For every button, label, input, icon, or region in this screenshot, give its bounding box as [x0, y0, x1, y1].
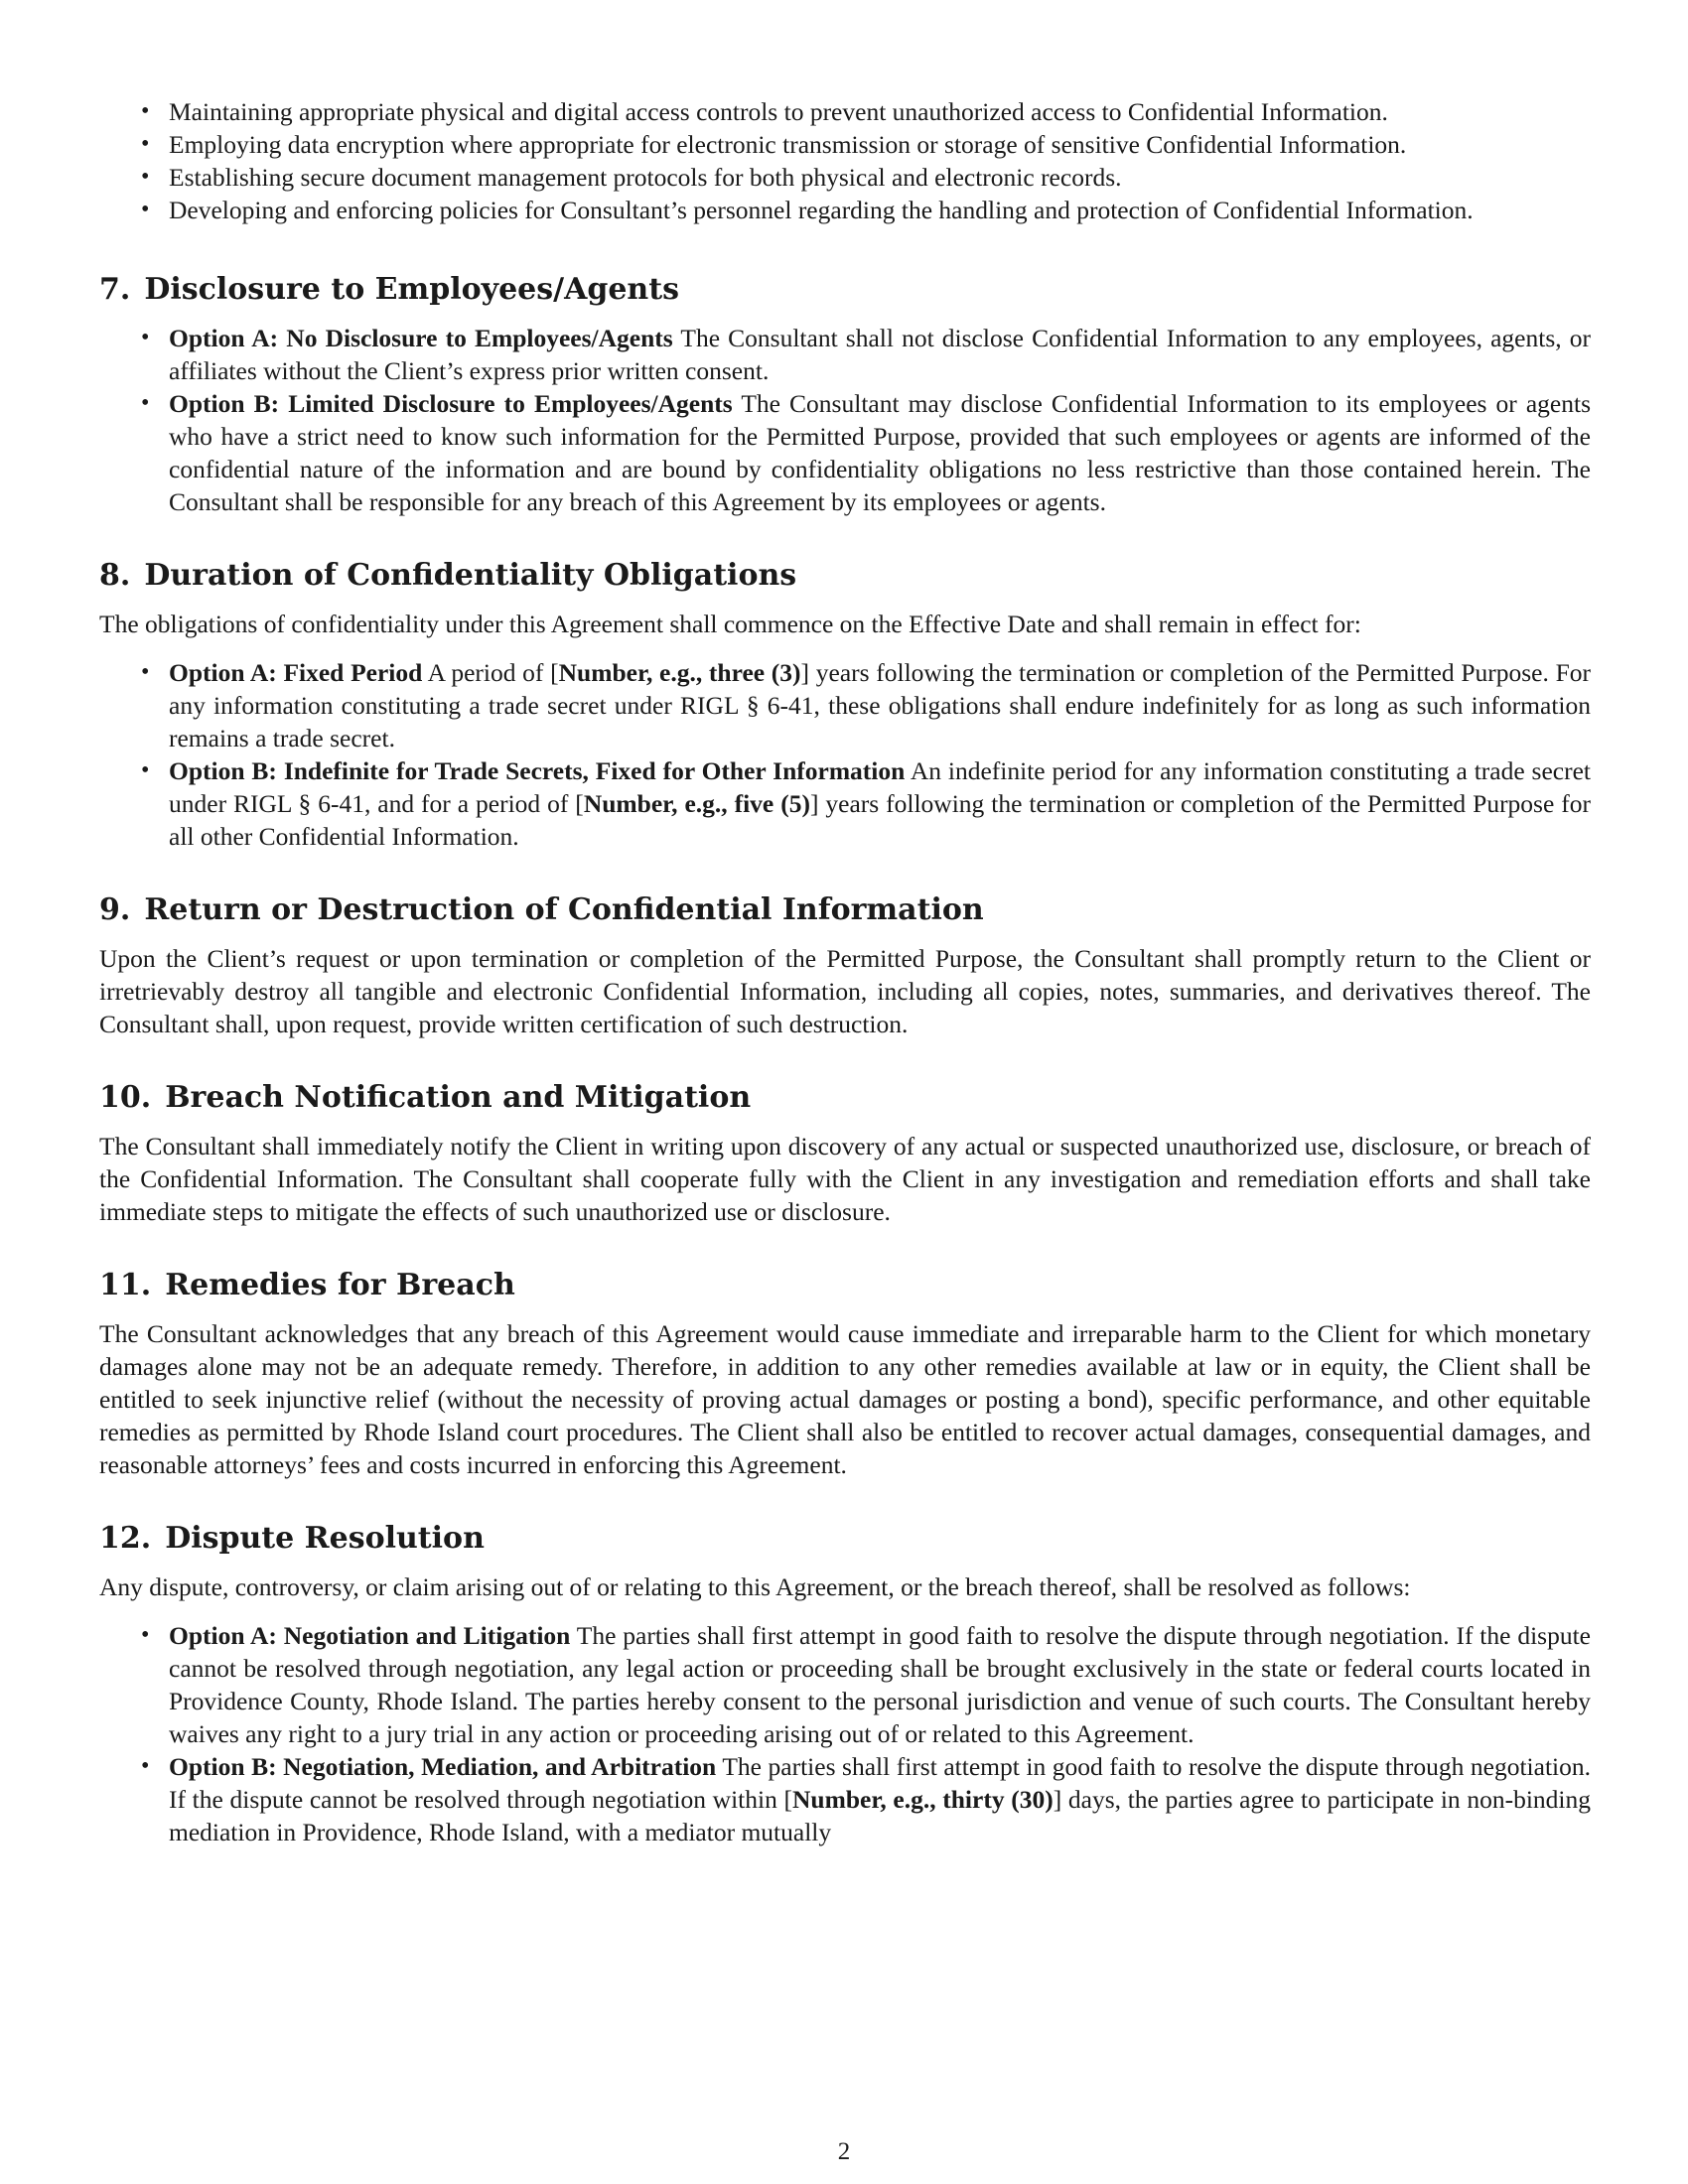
document-page — [99, 95, 1591, 1848]
option-text: The Consultant may disclose Confidential Information to its employees or agents who have a strict need to know such information for the Permitted Purpose, provided that such employees or agents are informed of the confidential nature of the information and are bound by confidentiality obligations no less restrictive than those contained herein. The Consultant shall be responsible for any breach of this Agreement by its employees or agents. — [169, 389, 1591, 516]
section-title: Disclosure to Employees/Agents — [144, 272, 679, 307]
section-body: Upon the Client’s request or upon termination or completion of the Permitted Purpose, the Consultant shall promptly return to the Client or irretrievably destroy all tangible and electronic Confidential Information, including all copies, notes, summaries, and derivatives thereof. The Consultant shall, upon request, provide written certification of such destruction. — [99, 944, 1591, 1038]
section-number: 8. — [99, 558, 131, 593]
list-item: • Developing and enforcing policies for Consultant’s personnel regarding the handling and protection of Confidential Information. — [169, 194, 1591, 226]
option-list — [99, 322, 1591, 518]
option-list — [99, 1619, 1591, 1848]
placeholder-field: Number, e.g., three (3) — [558, 658, 801, 687]
option-text: ] years following the termination or completion of the Permitted Purpose. For any information constituting a trade secret under RIGL § 6-41, these obligations shall endure indefinitely for as long as such information remains a trade secret. — [169, 658, 1591, 752]
section-body: The Consultant acknowledges that any breach of this Agreement would cause immediate and irreparable harm to the Client for which monetary damages alone may not be an adequate remedy. Therefore, in addition to any other remedies available at law or in equity, the Client shall be entitled to seek injunctive relief (without the necessity of proving actual damages or posting a bond), specific performance, and other equitable remedies as permitted by Rhode Island court procedures. The Client shall also be entitled to recover actual damages, consequential damages, and reasonable attorneys’ fees and costs incurred in enforcing this Agreement. — [99, 1319, 1591, 1479]
option-label: Option A: No Disclosure to Employees/Agents — [169, 324, 673, 352]
option-text: The Consultant shall not disclose Confidential Information to any employees, agents, or affiliates without the Client’s express prior written consent. — [169, 324, 1591, 385]
section-heading — [99, 1268, 1591, 1303]
section-10 — [99, 1080, 1591, 1228]
section-number: 9. — [99, 892, 131, 927]
section-heading — [99, 272, 1591, 308]
option-text: ] days, the parties agree to participate in non-binding mediation in Providence, Rhode Island, with a mediator mutually — [169, 1785, 1591, 1846]
section-7 — [99, 272, 1591, 518]
section-9 — [99, 892, 1591, 1040]
option-a-item — [169, 1619, 1591, 1750]
option-text: The parties shall first attempt in good faith to resolve the dispute through negotiation. If the dispute cannot be resolved through negotiation, any legal action or proceeding shall be brought exclusively in the state or federal courts located in Providence County, Rhode Island. The parties hereby consent to the personal jurisdiction and venue of such courts. The Consultant hereby waives any right to a jury trial in any action or proceeding arising out of or related to this Agreement. — [169, 1621, 1591, 1748]
option-list — [99, 656, 1591, 853]
section-body: The Consultant shall immediately notify the Client in writing upon discovery of any actual or suspected unauthorized use, disclosure, or breach of the Confidential Information. The Consultant shall cooperate fully with the Client in any investigation and remediation efforts and shall take immediate steps to mitigate the effects of such unauthorized use or disclosure. — [99, 1132, 1591, 1226]
option-label: Option B: Indefinite for Trade Secrets, Fixed for Other Information — [169, 756, 906, 785]
section-intro: The obligations of confidentiality under this Agreement shall commence on the Effective Date and shall remain in effect for: — [99, 610, 1361, 638]
option-text: ] years following the termination or completion of the Permitted Purpose for all other Confidential Information. — [169, 789, 1591, 851]
section-number: 7. — [99, 272, 131, 307]
section-title: Remedies for Breach — [165, 1268, 515, 1302]
list-item: • Establishing secure document management protocols for both physical and electronic records. — [169, 161, 1591, 194]
section-title: Dispute Resolution — [165, 1521, 485, 1556]
option-text: An indefinite period for any information constituting a trade secret under RIGL § 6-41, and for a period of [ — [169, 756, 1592, 818]
section-number: 11. — [99, 1268, 152, 1302]
section-11 — [99, 1268, 1591, 1481]
section-title: Duration of Confidentiality Obligations — [144, 558, 797, 593]
page-number: 2 — [837, 2138, 851, 2165]
option-a-item — [169, 322, 1591, 387]
option-label: Option B: Limited Disclosure to Employees/Agents — [169, 389, 733, 418]
section-number: 12. — [99, 1521, 152, 1556]
option-label: Option A: Fixed Period — [169, 658, 423, 687]
list-item: • Employing data encryption where appropriate for electronic transmission or storage of sensitive Confidential Information. — [169, 128, 1591, 161]
option-text: The parties shall first attempt in good faith to resolve the dispute through negotiation. If the dispute cannot be resolved through negotiation within [ — [169, 1752, 1591, 1814]
section-title: Breach Notification and Mitigation — [165, 1080, 752, 1115]
option-b-item — [169, 754, 1591, 853]
placeholder-field: Number, e.g., thirty (30) — [792, 1785, 1054, 1814]
option-label: Option A: Negotiation and Litigation — [169, 1621, 571, 1650]
option-b-item — [169, 1750, 1591, 1848]
security-measures-list — [99, 95, 1591, 226]
section-heading — [99, 1080, 1591, 1116]
section-12 — [99, 1521, 1591, 1848]
option-label: Option B: Negotiation, Mediation, and Arbitration — [169, 1752, 717, 1781]
section-heading — [99, 892, 1591, 928]
option-text: A period of [ — [422, 658, 559, 687]
list-item: • Maintaining appropriate physical and digital access controls to prevent unauthorized access to Confidential Information. — [169, 95, 1591, 128]
option-b-item — [169, 387, 1591, 518]
section-8 — [99, 558, 1591, 853]
section-intro: Any dispute, controversy, or claim arising out of or relating to this Agreement, or the breach thereof, shall be resolved as follows: — [99, 1572, 1411, 1601]
option-a-item — [169, 656, 1591, 754]
section-heading — [99, 558, 1591, 594]
placeholder-field: Number, e.g., five (5) — [583, 789, 810, 818]
section-title: Return or Destruction of Confidential Information — [144, 892, 984, 927]
section-heading — [99, 1521, 1591, 1557]
section-number: 10. — [99, 1080, 152, 1115]
